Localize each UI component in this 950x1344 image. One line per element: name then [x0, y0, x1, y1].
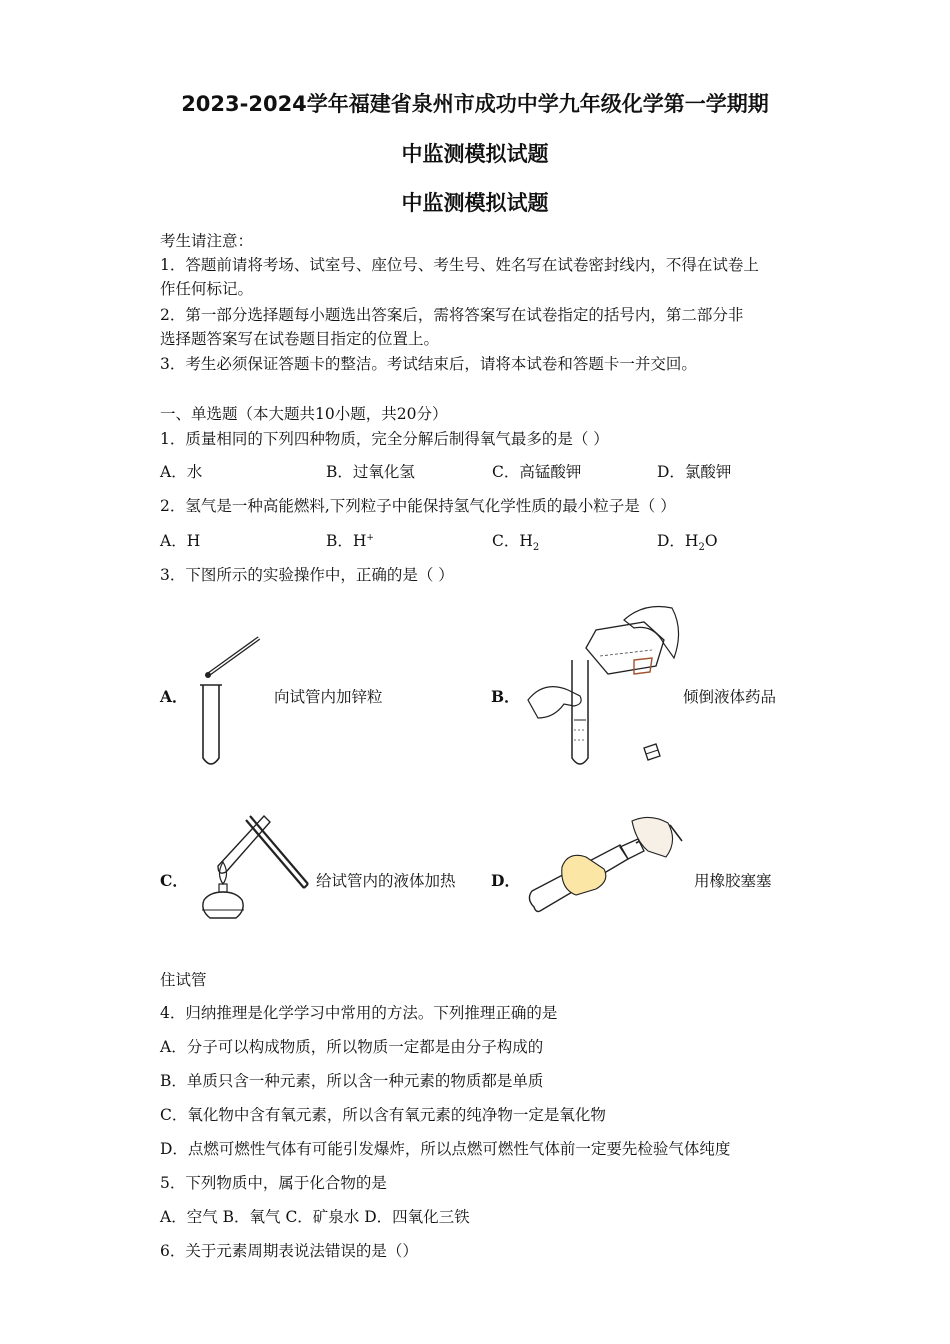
section-heading: 一、单选题（本大题共10小题，共20分） — [160, 405, 448, 423]
q4-option-a: A．分子可以构成物质，所以物质一定都是由分子构成的 — [160, 1038, 544, 1056]
doc-title-line1: 2023-2024学年福建省泉州市成功中学九年级化学第一学期期 — [181, 92, 769, 116]
q4-option-b: B．单质只含一种元素，所以含一种元素的物质都是单质 — [160, 1072, 544, 1090]
q1-option-d: D．氯酸钾 — [657, 463, 732, 481]
q2-option-a: A．H — [160, 532, 201, 550]
q1-stem: 1．质量相同的下列四种物质，完全分解后制得氧气最多的是（ ） — [160, 430, 609, 448]
q3-label-a: A． — [160, 687, 188, 706]
q6-stem: 6．关于元素周期表说法错误的是（） — [160, 1242, 418, 1260]
q5-stem: 5．下列物质中，属于化合物的是 — [160, 1174, 387, 1192]
q2-option-b: B．H+ — [326, 532, 374, 550]
q5-options: A．空气 B．氧气 C．矿泉水 D．四氧化三铁 — [160, 1208, 470, 1226]
notice-item1-a: 1．答题前请将考场、试室号、座位号、考生号、姓名写在试卷密封线内，不得在试卷上 — [160, 256, 759, 274]
q3-label-c: C． — [160, 871, 188, 890]
q2-stem: 2．氢气是一种高能燃料,下列粒子中能保持氢气化学性质的最小粒子是（ ） — [160, 497, 676, 515]
q3-stem: 3．下图所示的实验操作中，正确的是（ ） — [160, 566, 454, 584]
notice-item2-a: 2．第一部分选择题每小题选出答案后，需将答案写在试卷指定的括号内，第二部分非 — [160, 306, 744, 324]
q2-option-c: C．$H_2$ — [492, 532, 540, 554]
q3-figure-b-illustration — [524, 600, 684, 772]
q4-stem: 4．归纳推理是化学学习中常用的方法。下列推理正确的是 — [160, 1004, 558, 1022]
q3-figure-d-illustration — [520, 815, 690, 925]
q3-figure-c-illustration — [192, 810, 312, 922]
doc-title-line3: 中监测模拟试题 — [401, 191, 549, 215]
q3-label-d: D． — [491, 871, 520, 890]
q4-option-d: D．点燃可燃性气体有可能引发爆炸，所以点燃可燃性气体前一定要先检验气体纯度 — [160, 1140, 731, 1158]
notice-heading: 考生请注意： — [160, 232, 254, 250]
q3-caption-a: 向试管内加锌粒 — [274, 688, 383, 706]
q3-caption-d-continued: 住试管 — [160, 971, 207, 989]
q2-option-d: D．$H_2O$ — [657, 532, 718, 554]
notice-item3: 3．考生必须保证答题卡的整洁。考试结束后，请将本试卷和答题卡一并交回。 — [160, 355, 697, 373]
notice-item1-b: 作任何标记。 — [160, 280, 254, 298]
q1-option-b: B．过氧化氢 — [326, 463, 415, 481]
q4-option-c: C．氧化物中含有氧元素，所以含有氧元素的纯净物一定是氧化物 — [160, 1106, 606, 1124]
q1-option-c: C．高锰酸钾 — [492, 463, 582, 481]
doc-title-line2: 中监测模拟试题 — [401, 142, 549, 166]
q1-option-a: A．水 — [160, 463, 203, 481]
q3-caption-d: 用橡胶塞塞 — [694, 872, 772, 890]
q3-caption-b: 倾倒液体药品 — [683, 688, 777, 706]
q3-label-b: B． — [491, 687, 520, 706]
q3-caption-c: 给试管内的液体加热 — [316, 872, 456, 890]
q3-figure-a-illustration — [195, 630, 270, 770]
notice-item2-b: 选择题答案写在试卷题目指定的位置上。 — [160, 330, 440, 348]
